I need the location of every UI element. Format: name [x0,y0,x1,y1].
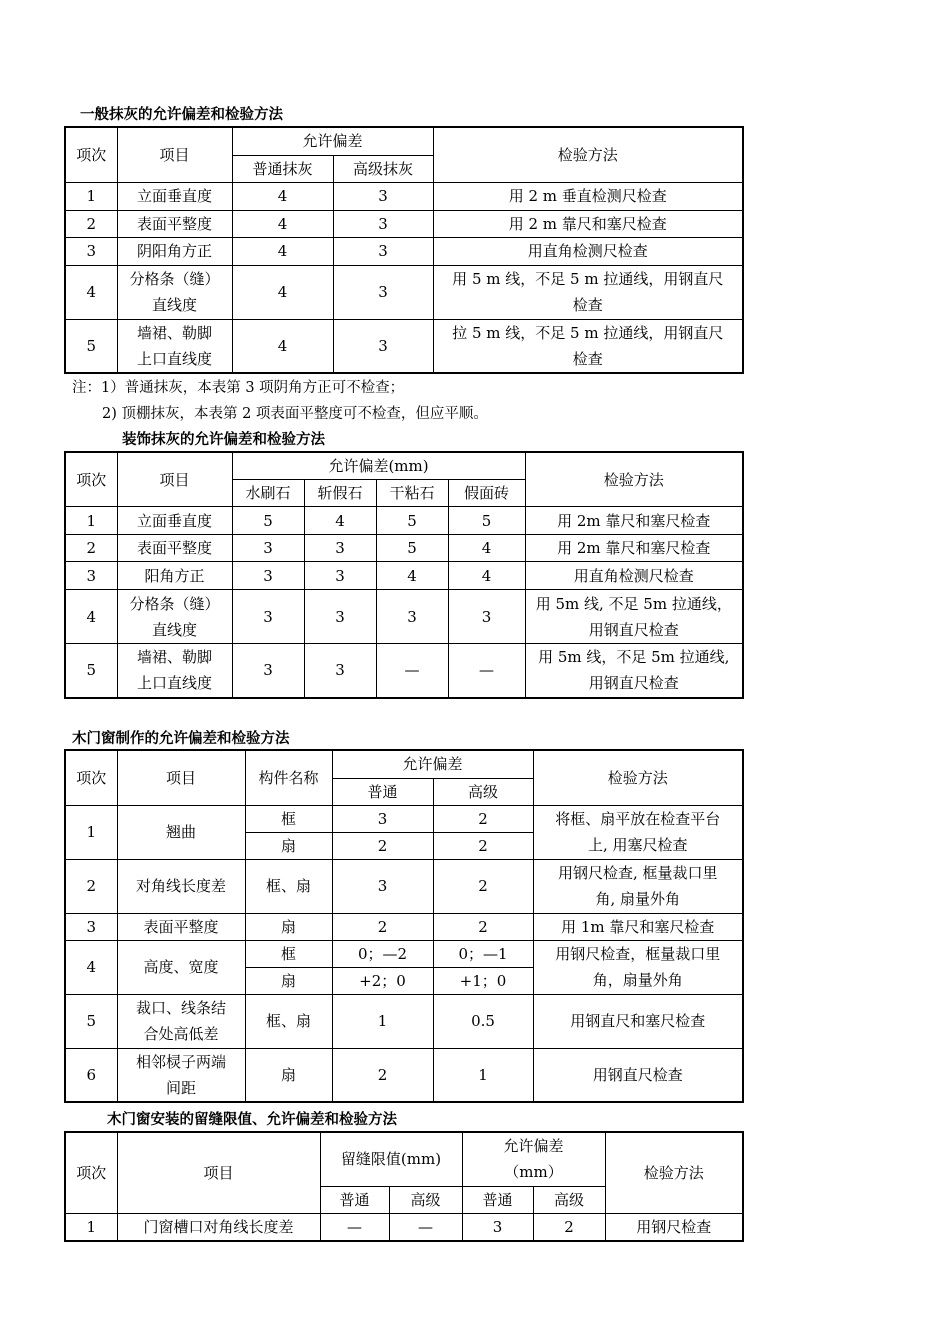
table-row [65,940,743,967]
table-cell: 分格条（缝） 直线度 [117,590,232,644]
table-row [65,237,743,265]
table-cell: 1 [433,1048,533,1102]
table-cell: 1 [65,182,117,210]
table-row [65,182,743,210]
header-cell: 允许偏差 [332,750,533,778]
table-cell: — [320,1213,389,1241]
table-cell: 3 [376,590,448,644]
table4-title: 木门窗安装的留缝限值、允许偏差和检验方法 [107,1112,397,1128]
table-row [65,265,743,319]
table3-title: 木门窗制作的允许偏差和检验方法 [72,731,290,747]
table-cell: 门窗槽口对角线长度差 [117,1213,320,1241]
table-cell: 高度、宽度 [117,940,245,994]
table-cell: 框 [245,805,332,832]
table-cell: 表面平整度 [117,210,232,237]
table-cell: 3 [304,535,376,562]
table-cell: +1；0 [433,967,533,994]
table-cell: 4 [376,562,448,590]
table-cell: 4 [448,535,525,562]
header-cell: 高级 [433,778,533,805]
table-cell: 扇 [245,913,332,940]
table-row [65,805,743,832]
table-cell: 1 [65,1213,117,1241]
table-cell: 立面垂直度 [117,507,232,535]
table-cell: 3 [333,182,433,210]
table-cell: 5 [448,507,525,535]
table-cell: 用钢尺检查，框量裁口里 角，扇量外角 [533,940,743,994]
table-cell: 3 [304,590,376,644]
table-cell: 2 [433,859,533,913]
table-cell: 3 [462,1213,533,1241]
table-row [65,562,743,590]
table-cell: 3 [333,265,433,319]
header-cell: 检验方法 [525,452,743,507]
table-cell: 3 [232,590,304,644]
table-cell: 扇 [245,1048,332,1102]
table-cell: 扇 [245,967,332,994]
table-cell: 4 [65,940,117,994]
table-cell: 分格条（缝） 直线度 [117,265,232,319]
table-cell: 0.5 [433,994,533,1048]
table-cell: 墙裙、勒脚 上口直线度 [117,644,232,698]
table-cell: 3 [333,237,433,265]
table-cell: 3 [333,319,433,373]
table-cell: 2 [433,832,533,859]
table-row [65,319,743,373]
table-cell: 3 [65,237,117,265]
table-cell: 1 [65,507,117,535]
header-cell: 斩假石 [304,480,376,507]
table-cell: 5 [65,994,117,1048]
header-cell: 项次 [65,750,117,805]
header-cell: 普通抹灰 [232,155,333,182]
table-cell: 2 [332,832,433,859]
table-cell: 墙裙、勒脚 上口直线度 [117,319,232,373]
table-cell: 阴阳角方正 [117,237,232,265]
table-cell: 0；—2 [332,940,433,967]
table-cell: 3 [65,913,117,940]
table-cell: 3 [333,210,433,237]
table4 [64,1131,744,1242]
header-cell: 允许偏差 （mm） [462,1132,605,1186]
table-cell: 4 [65,590,117,644]
header-cell: 允许偏差 [232,127,433,155]
table-cell: 3 [448,590,525,644]
table-cell: 阳角方正 [117,562,232,590]
table1-note-2: 2) 顶棚抹灰，本表第 2 项表面平整度可不检查，但应平顺。 [102,406,488,422]
table-cell: 拉 5 m 线，不足 5 m 拉通线，用钢直尺 检查 [433,319,743,373]
table-cell: 3 [232,644,304,698]
table-cell: 4 [232,237,333,265]
header-cell: 检验方法 [533,750,743,805]
table-cell: 表面平整度 [117,535,232,562]
table-row [65,644,743,698]
table-cell: 用 5 m 线，不足 5 m 拉通线，用钢直尺 检查 [433,265,743,319]
table-row [65,994,743,1048]
header-cell: 构件名称 [245,750,332,805]
header-cell: 水刷石 [232,480,304,507]
table-cell: 裁口、线条结 合处高低差 [117,994,245,1048]
table-cell: 用 5m 线, 不足 5m 拉通线， 用钢直尺检查 [525,590,743,644]
table-cell: 用 2m 靠尺和塞尺检查 [525,535,743,562]
table-cell: 翘曲 [117,805,245,859]
table-cell: 框、扇 [245,994,332,1048]
header-cell: 项次 [65,127,117,182]
table-cell: 用钢尺检查 [605,1213,743,1241]
table-row [65,507,743,535]
table-cell: 5 [376,535,448,562]
header-cell: 项次 [65,1132,117,1213]
table-cell: — [448,644,525,698]
table-cell: 3 [232,535,304,562]
table-cell: 2 [332,1048,433,1102]
header-cell: 项目 [117,1132,320,1213]
header-cell: 高级 [389,1186,462,1213]
table-cell: 5 [65,644,117,698]
table-row [65,1213,743,1241]
table-cell: 3 [332,859,433,913]
table-cell: 4 [232,210,333,237]
table-cell: 对角线长度差 [117,859,245,913]
header-cell: 假面砖 [448,480,525,507]
table-cell: 框、扇 [245,859,332,913]
table-cell: 4 [232,319,333,373]
header-cell: 高级 [533,1186,605,1213]
table-row [65,1048,743,1102]
header-cell: 项目 [117,452,232,507]
table-cell: 用 1m 靠尺和塞尺检查 [533,913,743,940]
header-cell: 普通 [332,778,433,805]
table-cell: 4 [304,507,376,535]
table-cell: 5 [232,507,304,535]
header-cell: 干粘石 [376,480,448,507]
table-cell: 用钢尺检查, 框量裁口里 角, 扇量外角 [533,859,743,913]
table-cell: 5 [65,319,117,373]
table-cell: 5 [376,507,448,535]
table-cell: — [389,1213,462,1241]
table-cell: 将框、扇平放在检查平台 上, 用塞尺检查 [533,805,743,859]
table-cell: 2 [65,859,117,913]
table-cell: 3 [304,562,376,590]
header-cell: 普通 [462,1186,533,1213]
table-cell: 6 [65,1048,117,1102]
table-cell: 用 2 m 靠尺和塞尺检查 [433,210,743,237]
table-cell: 4 [232,182,333,210]
table-cell: 2 [65,210,117,237]
table-cell: 用 2m 靠尺和塞尺检查 [525,507,743,535]
header-cell: 检验方法 [433,127,743,182]
table-row [65,859,743,913]
table-row [65,210,743,237]
header-cell: 项次 [65,452,117,507]
table-cell: 3 [65,562,117,590]
table-cell: 4 [232,265,333,319]
table-row [65,913,743,940]
table-cell: 4 [65,265,117,319]
table3 [64,749,744,1103]
table-cell: 3 [332,805,433,832]
header-cell: 留缝限值(mm) [320,1132,462,1186]
header-cell: 高级抹灰 [333,155,433,182]
table-cell: 3 [232,562,304,590]
table2 [64,451,744,699]
table1-title: 一般抹灰的允许偏差和检验方法 [80,107,283,123]
table-row [65,535,743,562]
table-cell: 用直角检测尺检查 [525,562,743,590]
table-cell: +2；0 [332,967,433,994]
table-cell: 4 [448,562,525,590]
table-cell: 1 [65,805,117,859]
table-cell: 相邻棂子两端 间距 [117,1048,245,1102]
table1-note-1: 注：1）普通抹灰，本表第 3 项阴角方正可不检查； [72,380,405,396]
table2-title: 装饰抹灰的允许偏差和检验方法 [122,432,325,448]
table-cell: 用 5m 线，不足 5m 拉通线, 用钢直尺检查 [525,644,743,698]
table-cell: 表面平整度 [117,913,245,940]
table-cell: 框 [245,940,332,967]
header-cell: 允许偏差(mm) [232,452,525,480]
table-cell: 1 [332,994,433,1048]
table-cell: 3 [304,644,376,698]
header-cell: 普通 [320,1186,389,1213]
table-cell: 用 2 m 垂直检测尺检查 [433,182,743,210]
table-cell: — [376,644,448,698]
table-cell: 用钢直尺检查 [533,1048,743,1102]
header-cell: 项目 [117,127,232,182]
header-cell: 项目 [117,750,245,805]
table-cell: 用钢直尺和塞尺检查 [533,994,743,1048]
header-cell: 检验方法 [605,1132,743,1213]
table-cell: 2 [65,535,117,562]
table-cell: 立面垂直度 [117,182,232,210]
table-row [65,590,743,644]
table-cell: 2 [433,805,533,832]
table-cell: 扇 [245,832,332,859]
table-cell: 2 [533,1213,605,1241]
table-cell: 2 [332,913,433,940]
table-cell: 用直角检测尺检查 [433,237,743,265]
table-cell: 0；—1 [433,940,533,967]
table1 [64,126,744,374]
table-cell: 2 [433,913,533,940]
